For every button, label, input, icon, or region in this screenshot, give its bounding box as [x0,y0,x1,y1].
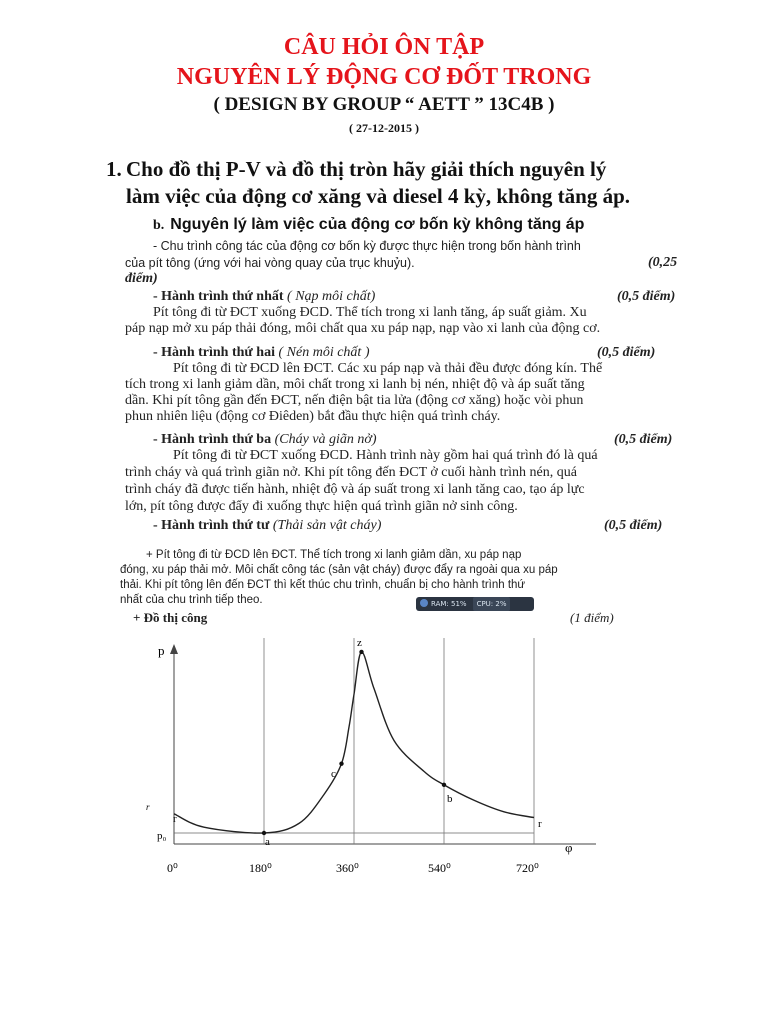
stroke-1-heading [153,289,375,305]
point-label-z: z [357,637,362,649]
stroke-1-line-2: páp nạp mở xu páp thải đóng, môi chất qua xu páp nạp, nạp vào xi lanh của động cơ. [125,321,601,336]
x-tick-labels [167,861,539,875]
stroke-4-line-1: + Pít tông đi từ ĐCD lên ĐCT. Thể tích trong xi lanh giảm dần, xu páp nạp [146,549,522,561]
stroke-2-heading [153,345,369,361]
curve-point-z [359,650,363,654]
x-tick-0: 0⁰ [167,861,178,875]
stroke-4-title: - Hành trình thứ tư [153,518,270,533]
y-tick-r: r [146,802,150,812]
section-heading-text: Nguyên lý làm việc của động cơ bốn kỳ không tăng áp [170,216,585,233]
stroke-3-title: - Hành trình thứ ba [153,432,272,447]
point-label-r-start: r [173,813,177,825]
curve-point-b [442,783,446,787]
stroke-3-line-1: Pít tông đi từ ĐCT xuống ĐCD. Hành trình này gồm hai quá trình đó là quá [173,448,598,463]
stroke-2-title: - Hành trình thứ hai [153,345,275,360]
design-credit: ( DESIGN BY GROUP “ AETT ” 13C4B ) [213,94,555,115]
point-label-a: a [265,836,270,848]
point-label-r-end: r [538,818,542,830]
intro-score-a: (0,25 [648,255,678,270]
question-line-1: Cho đồ thị P-V và đồ thị tròn hãy giải thích nguyên lý [126,157,607,181]
page-subtitle: NGUYÊN LÝ ĐỘNG CƠ ĐỐT TRONG [176,64,592,90]
stroke-4-score: (0,5 điểm) [604,518,663,533]
ram-usage: RAM: 51% [431,600,467,608]
stroke-2-line-2: tích trong xi lanh giảm dần, môi chất trong xi lanh bị nén, nhiệt độ và áp suất tăng [125,377,585,392]
grid-lines [264,638,534,844]
stroke-1-line-1: Pít tông đi từ ĐCT xuống ĐCD. Thể tích trong xi lanh tăng, áp suất giảm. Xu [153,305,587,320]
stroke-3-line-2: trình cháy và quá trình giãn nở. Khi pít tông đến ĐCT ở cuối hành trình nén, quá [125,465,577,480]
curve-point-c [339,761,343,765]
point-label-c: c [331,768,336,780]
x-tick-540: 540⁰ [428,861,451,875]
stroke-2-subtitle: ( Nén môi chất ) [278,345,370,360]
intro-line-2: của pít tông (ứng với hai vòng quay của trục khuỷu). [125,256,415,270]
diagram-score: (1 điểm) [570,610,614,625]
stroke-4-heading [153,518,381,534]
x-axis-label: φ [565,840,573,855]
y-axis-label: p [158,643,165,658]
intro-line-1: - Chu trình công tác của động cơ bốn kỳ được thực hiện trong bốn hành trình [153,239,581,253]
indicator-diagram [0,630,768,890]
stroke-4-line-4: nhất của chu trình tiếp theo. [120,594,263,606]
stroke-4-subtitle: (Thải sản vật cháy) [272,518,382,533]
curve-point-a [262,831,266,835]
x-tick-720: 720⁰ [516,861,539,875]
page-title: CÂU HỎI ÔN TẬP [283,34,485,60]
intro-score-b: điểm) [125,271,158,286]
stroke-1-score: (0,5 điểm) [617,289,676,304]
stroke-2-line-3: dần. Khi pít tông gần đến ĐCT, nến điện bật tia lửa (động cơ xăng) hoặc vòi phun [125,393,584,408]
section-heading [153,216,584,234]
resource-monitor-badge[interactable] [416,597,534,611]
stroke-2-line-1: Pít tông đi từ ĐCD lên ĐCT. Các xu páp nạp và thải đều được đóng kín. Thể [173,361,603,376]
question-line-2: làm việc của động cơ xăng và diesel 4 kỳ, không tăng áp. [126,184,631,208]
section-letter: b. [153,218,165,233]
stroke-3-line-3: trình cháy đã được tiến hành, nhiệt độ và áp suất trong xi lanh tăng cao, tạo áp lực [125,482,585,497]
stroke-3-subtitle: (Cháy và giãn nở) [274,432,377,447]
cpu-usage: CPU: 2% [473,597,511,611]
point-label-b: b [447,793,453,805]
stroke-4-line-3: thải. Khi pít tông lên đến ĐCT thì kết thúc chu trình, chuẩn bị cho hành trình thứ [120,579,526,591]
date-label: ( 27-12-2015 ) [349,121,419,135]
stroke-1-subtitle: ( Nạp môi chất) [287,289,376,304]
diagram-heading: + Đồ thị công [133,610,208,625]
stroke-3-heading [153,432,377,448]
question-number: 1. [106,157,122,181]
x-tick-360: 360⁰ [336,861,359,875]
stroke-3-line-4: lớn, pít tông được đẩy đi xuống thực hiện quá trình giãn nở sinh công. [125,499,518,514]
ram-icon [420,599,428,607]
stroke-1-title: - Hành trình thứ nhất [153,289,284,304]
question-block [106,156,706,210]
stroke-2-line-4: phun nhiên liệu (động cơ Điêden) bắt đầu thực hiện quá trình cháy. [125,409,501,424]
stroke-3-score: (0,5 điểm) [614,432,673,447]
stroke-2-score: (0,5 điểm) [597,345,656,360]
x-tick-180: 180⁰ [249,861,272,875]
stroke-4-line-2: đóng, xu páp thải mở. Môi chất công tác (sản vật cháy) được đẩy ra ngoài qua xu páp [120,564,558,576]
y-tick-p0: p₀ [157,830,167,842]
